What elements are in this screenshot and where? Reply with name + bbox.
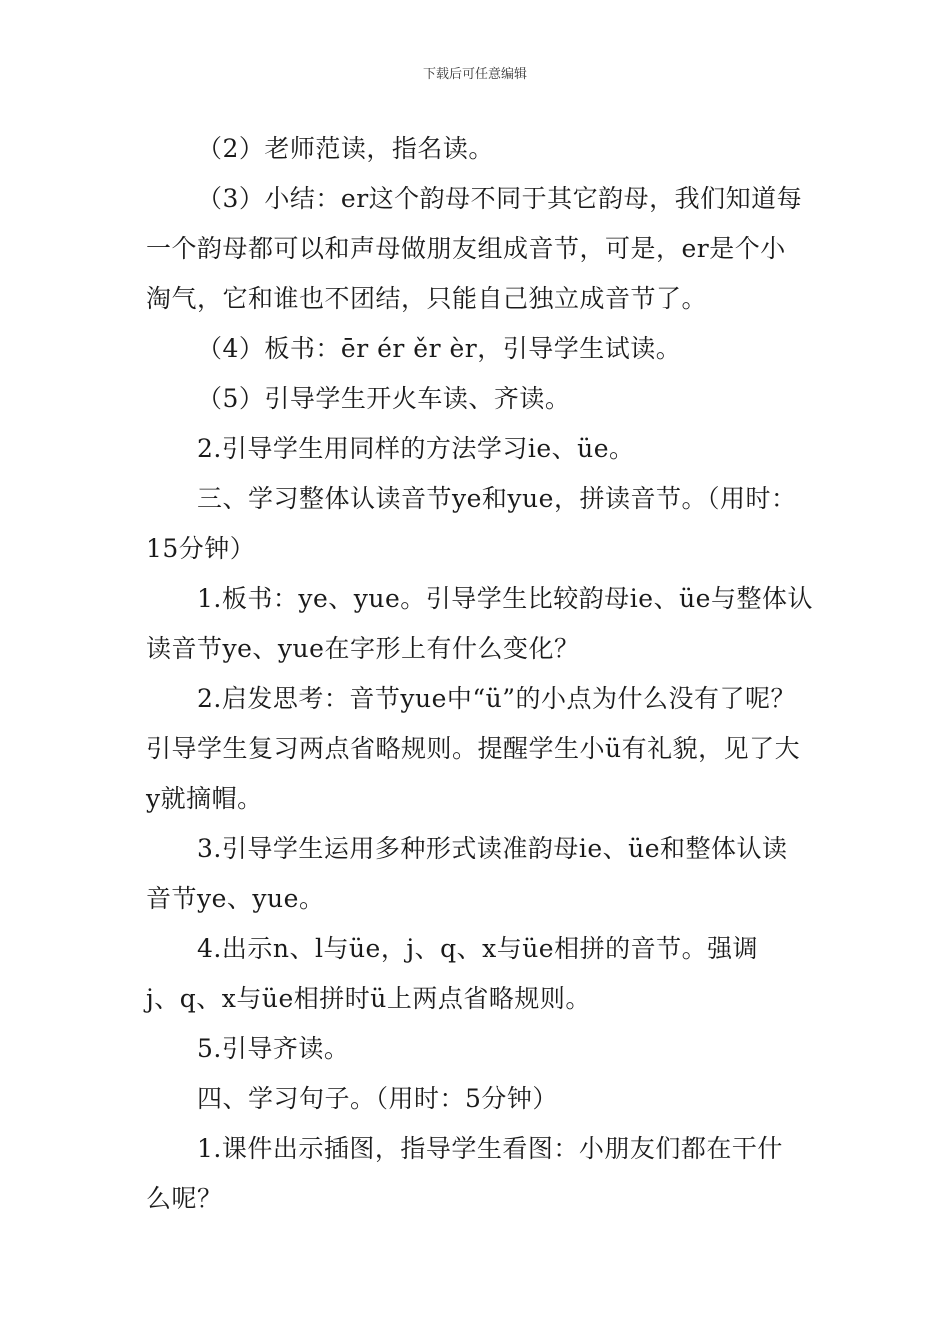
text-line: j、q、x与üe相拼时ü上两点省略规则。 bbox=[146, 984, 591, 1013]
text-line: （2）老师范读，指名读。 bbox=[197, 134, 494, 163]
text-line: 三、学习整体认读音节ye和yue，拼读音节。（用时： bbox=[197, 484, 797, 513]
text-line: 1.板书：ye、yue。引导学生比较韵母ie、üe与整体认 bbox=[197, 584, 813, 613]
text-line: 2.引导学生用同样的方法学习ie、üe。 bbox=[197, 434, 635, 463]
text-line: 4.出示n、l与üe，j、q、x与üe相拼的音节。强调 bbox=[197, 934, 759, 963]
page-header: 下载后可任意编辑 bbox=[422, 67, 527, 82]
text-line: 一个韵母都可以和声母做朋友组成音节，可是，er是个小 bbox=[146, 234, 786, 263]
text-line: 5.引导齐读。 bbox=[197, 1034, 350, 1063]
text-line: 淘气，它和谁也不团结，只能自己独立成音节了。 bbox=[146, 284, 708, 313]
text-line: 15分钟） bbox=[146, 534, 256, 563]
text-line: 读音节ye、yue在字形上有什么变化？ bbox=[146, 634, 580, 663]
text-line: 音节ye、yue。 bbox=[146, 884, 325, 913]
text-line: （3）小结：er这个韵母不同于其它韵母，我们知道每 bbox=[197, 184, 803, 213]
text-line: （5）引导学生开火车读、齐读。 bbox=[197, 384, 571, 413]
text-line: 引导学生复习两点省略规则。提醒学生小ü有礼貌，见了大 bbox=[146, 734, 801, 763]
text-line: 四、学习句子。（用时：5分钟） bbox=[197, 1084, 558, 1113]
text-line: （4）板书：ēr ér ěr èr，引导学生试读。 bbox=[197, 334, 682, 363]
text-line: y就摘帽。 bbox=[146, 784, 263, 813]
text-line: 3.引导学生运用多种形式读准韵母ie、üe和整体认读 bbox=[197, 834, 788, 863]
text-line: 2.启发思考：音节yue中“ü”的小点为什么没有了呢？ bbox=[197, 684, 797, 713]
text-line: 么呢？ bbox=[146, 1184, 223, 1213]
text-line: 1.课件出示插图，指导学生看图：小朋友们都在干什 bbox=[197, 1134, 783, 1163]
